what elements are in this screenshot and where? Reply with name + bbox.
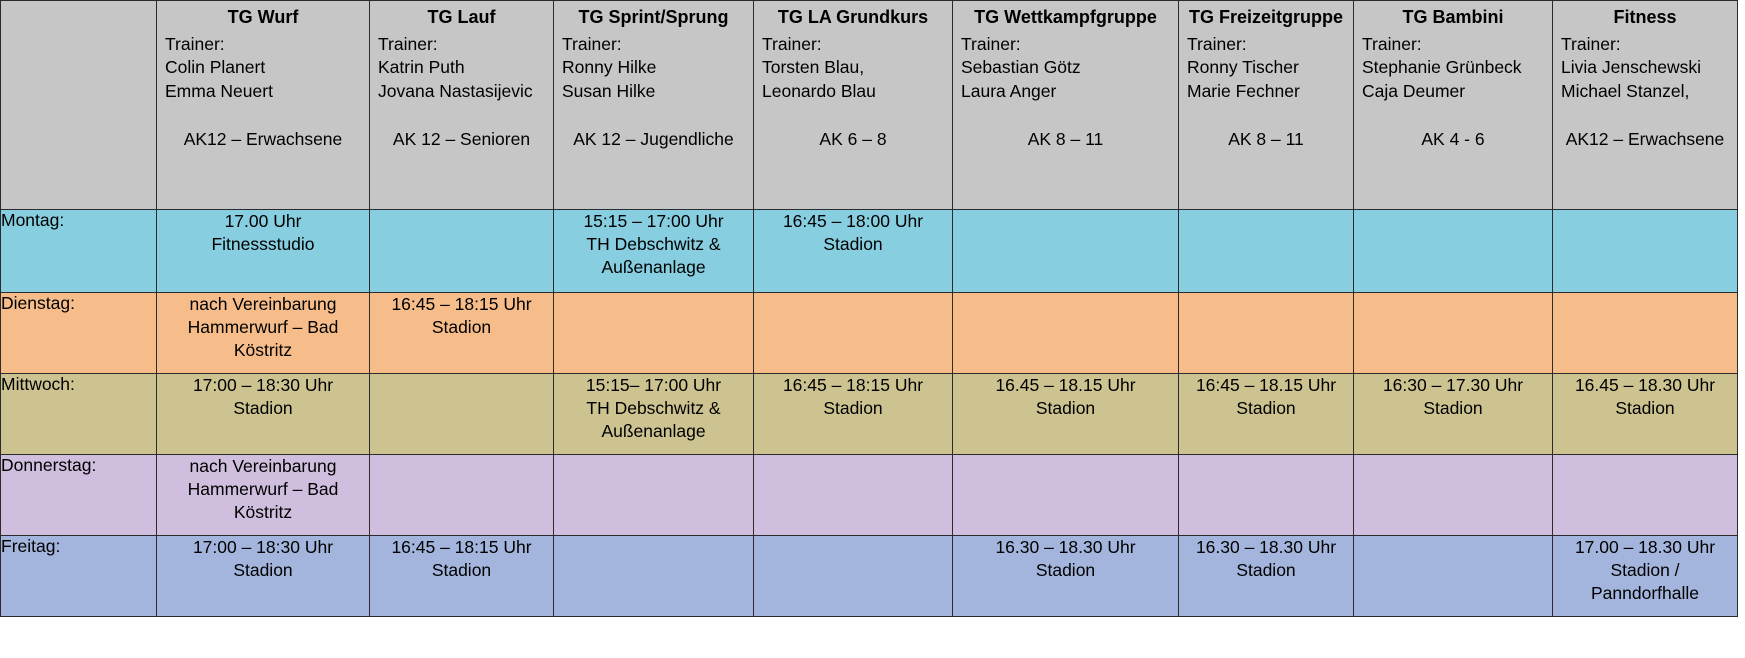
schedule-cell: 16:30 – 17.30 Uhr Stadion bbox=[1354, 374, 1553, 455]
day-label-cell: Donnerstag: bbox=[1, 455, 157, 536]
schedule-cell bbox=[953, 455, 1179, 536]
day-label-cell: Montag: bbox=[1, 210, 157, 293]
group-title: TG Bambini bbox=[1402, 7, 1504, 27]
trainer-label: Trainer: bbox=[762, 34, 822, 54]
group-header-content bbox=[754, 1, 952, 209]
age-group-label: AK 6 – 8 bbox=[819, 128, 887, 149]
group-header-cell bbox=[1179, 1, 1354, 210]
trainer-name: Emma Neuert bbox=[165, 80, 273, 101]
trainer-label: Trainer: bbox=[378, 34, 438, 54]
trainer-label: Trainer: bbox=[1187, 34, 1247, 54]
schedule-cell bbox=[754, 536, 953, 617]
trainer-name: Colin Planert bbox=[165, 57, 266, 78]
group-header-cell bbox=[554, 1, 754, 210]
trainer-name: Torsten Blau, bbox=[762, 57, 865, 78]
day-label-cell: Freitag: bbox=[1, 536, 157, 617]
table-row bbox=[1, 293, 1738, 374]
age-group-label: AK 8 – 11 bbox=[1228, 128, 1304, 149]
schedule-cell: 16.30 – 18.30 Uhr Stadion bbox=[1179, 536, 1354, 617]
schedule-cell: 16.45 – 18.15 Uhr Stadion bbox=[953, 374, 1179, 455]
group-header-content bbox=[1354, 1, 1552, 209]
schedule-cell bbox=[1553, 210, 1738, 293]
schedule-cell bbox=[1553, 455, 1738, 536]
trainer-name: Jovana Nastasijevic bbox=[378, 80, 533, 101]
trainer-label: Trainer: bbox=[1561, 34, 1621, 54]
age-group-label: AK 12 – Jugendliche bbox=[573, 128, 734, 149]
age-group-label: AK 4 - 6 bbox=[1421, 128, 1485, 149]
table-row bbox=[1, 210, 1738, 293]
trainer-label: Trainer: bbox=[961, 34, 1021, 54]
age-group-label: AK 8 – 11 bbox=[1027, 128, 1104, 149]
group-title: TG Sprint/Sprung bbox=[578, 7, 729, 27]
schedule-cell: 17:00 – 18:30 Uhr Stadion bbox=[157, 374, 370, 455]
schedule-cell bbox=[554, 455, 754, 536]
group-header-content bbox=[370, 1, 553, 209]
schedule-cell: 16:45 – 18.15 Uhr Stadion bbox=[1179, 374, 1354, 455]
group-header-content bbox=[953, 1, 1178, 209]
table-header-row bbox=[1, 1, 1738, 210]
age-group-label: AK12 – Erwachsene bbox=[1565, 128, 1725, 149]
trainer-name: Marie Fechner bbox=[1187, 80, 1300, 101]
schedule-cell bbox=[370, 455, 554, 536]
schedule-cell: 16:45 – 18:15 Uhr Stadion bbox=[370, 536, 554, 617]
group-title: TG LA Grundkurs bbox=[777, 7, 929, 27]
trainer-name: Susan Hilke bbox=[562, 80, 656, 101]
trainer-label: Trainer: bbox=[165, 34, 225, 54]
schedule-cell: 16.45 – 18.30 Uhr Stadion bbox=[1553, 374, 1738, 455]
trainer-name: Katrin Puth bbox=[378, 57, 465, 78]
trainer-label: Trainer: bbox=[562, 34, 622, 54]
schedule-cell: 15:15– 17:00 Uhr TH Debschwitz & Außenanlage bbox=[554, 374, 754, 455]
schedule-cell: 16:45 – 18:15 Uhr Stadion bbox=[754, 374, 953, 455]
schedule-cell bbox=[953, 210, 1179, 293]
schedule-cell bbox=[1553, 293, 1738, 374]
schedule-cell bbox=[554, 536, 754, 617]
schedule-cell: nach Vereinbarung Hammerwurf – Bad Köstritz bbox=[157, 293, 370, 374]
group-header-cell bbox=[157, 1, 370, 210]
schedule-cell bbox=[953, 293, 1179, 374]
group-header-content bbox=[1553, 1, 1737, 209]
group-title: TG Wurf bbox=[227, 7, 299, 27]
schedule-cell bbox=[1354, 536, 1553, 617]
schedule-cell bbox=[754, 293, 953, 374]
schedule-cell bbox=[1354, 455, 1553, 536]
trainer-name: Stephanie Grünbeck bbox=[1362, 57, 1522, 78]
schedule-cell bbox=[1179, 210, 1354, 293]
schedule-cell: nach Vereinbarung Hammerwurf – Bad Köstritz bbox=[157, 455, 370, 536]
schedule-cell: 17.00 – 18.30 Uhr Stadion / Panndorfhalle bbox=[1553, 536, 1738, 617]
group-title: TG Lauf bbox=[427, 7, 496, 27]
schedule-cell bbox=[1179, 293, 1354, 374]
group-header-content bbox=[1179, 1, 1353, 209]
group-header-cell bbox=[1354, 1, 1553, 210]
schedule-cell bbox=[554, 293, 754, 374]
group-header-cell bbox=[754, 1, 953, 210]
schedule-cell bbox=[1354, 293, 1553, 374]
schedule-cell bbox=[1179, 455, 1354, 536]
group-header-content bbox=[554, 1, 753, 209]
group-header-cell bbox=[370, 1, 554, 210]
trainer-name: Laura Anger bbox=[961, 80, 1057, 101]
trainer-name: Ronny Hilke bbox=[562, 57, 657, 78]
schedule-cell bbox=[370, 210, 554, 293]
schedule-cell bbox=[1354, 210, 1553, 293]
group-title: TG Freizeitgruppe bbox=[1188, 7, 1343, 27]
table-row bbox=[1, 455, 1738, 536]
age-group-label: AK12 – Erwachsene bbox=[183, 128, 343, 149]
trainer-name: Caja Deumer bbox=[1362, 80, 1466, 101]
schedule-cell: 17.00 Uhr Fitnessstudio bbox=[157, 210, 370, 293]
trainer-name: Leonardo Blau bbox=[762, 80, 876, 101]
trainer-name: Ronny Tischer bbox=[1187, 57, 1299, 78]
schedule-cell: 16:45 – 18:00 Uhr Stadion bbox=[754, 210, 953, 293]
trainer-name: Michael Stanzel, bbox=[1561, 80, 1690, 101]
schedule-cell: 17:00 – 18:30 Uhr Stadion bbox=[157, 536, 370, 617]
schedule-cell: 16:45 – 18:15 Uhr Stadion bbox=[370, 293, 554, 374]
table-row bbox=[1, 536, 1738, 617]
group-title: Fitness bbox=[1613, 7, 1677, 27]
table-corner-cell bbox=[1, 1, 157, 210]
day-label-cell: Dienstag: bbox=[1, 293, 157, 374]
group-header-content bbox=[157, 1, 369, 209]
schedule-cell: 15:15 – 17:00 Uhr TH Debschwitz & Außenanlage bbox=[554, 210, 754, 293]
schedule-cell: 16.30 – 18.30 Uhr Stadion bbox=[953, 536, 1179, 617]
trainer-name: Sebastian Götz bbox=[961, 57, 1081, 78]
group-header-cell bbox=[953, 1, 1179, 210]
group-header-cell bbox=[1553, 1, 1738, 210]
schedule-cell bbox=[754, 455, 953, 536]
day-label-cell: Mittwoch: bbox=[1, 374, 157, 455]
trainer-label: Trainer: bbox=[1362, 34, 1422, 54]
table-row bbox=[1, 374, 1738, 455]
group-title: TG Wettkampfgruppe bbox=[974, 7, 1157, 27]
schedule-cell bbox=[370, 374, 554, 455]
age-group-label: AK 12 – Senioren bbox=[392, 128, 531, 149]
trainer-name: Livia Jenschewski bbox=[1561, 57, 1702, 78]
